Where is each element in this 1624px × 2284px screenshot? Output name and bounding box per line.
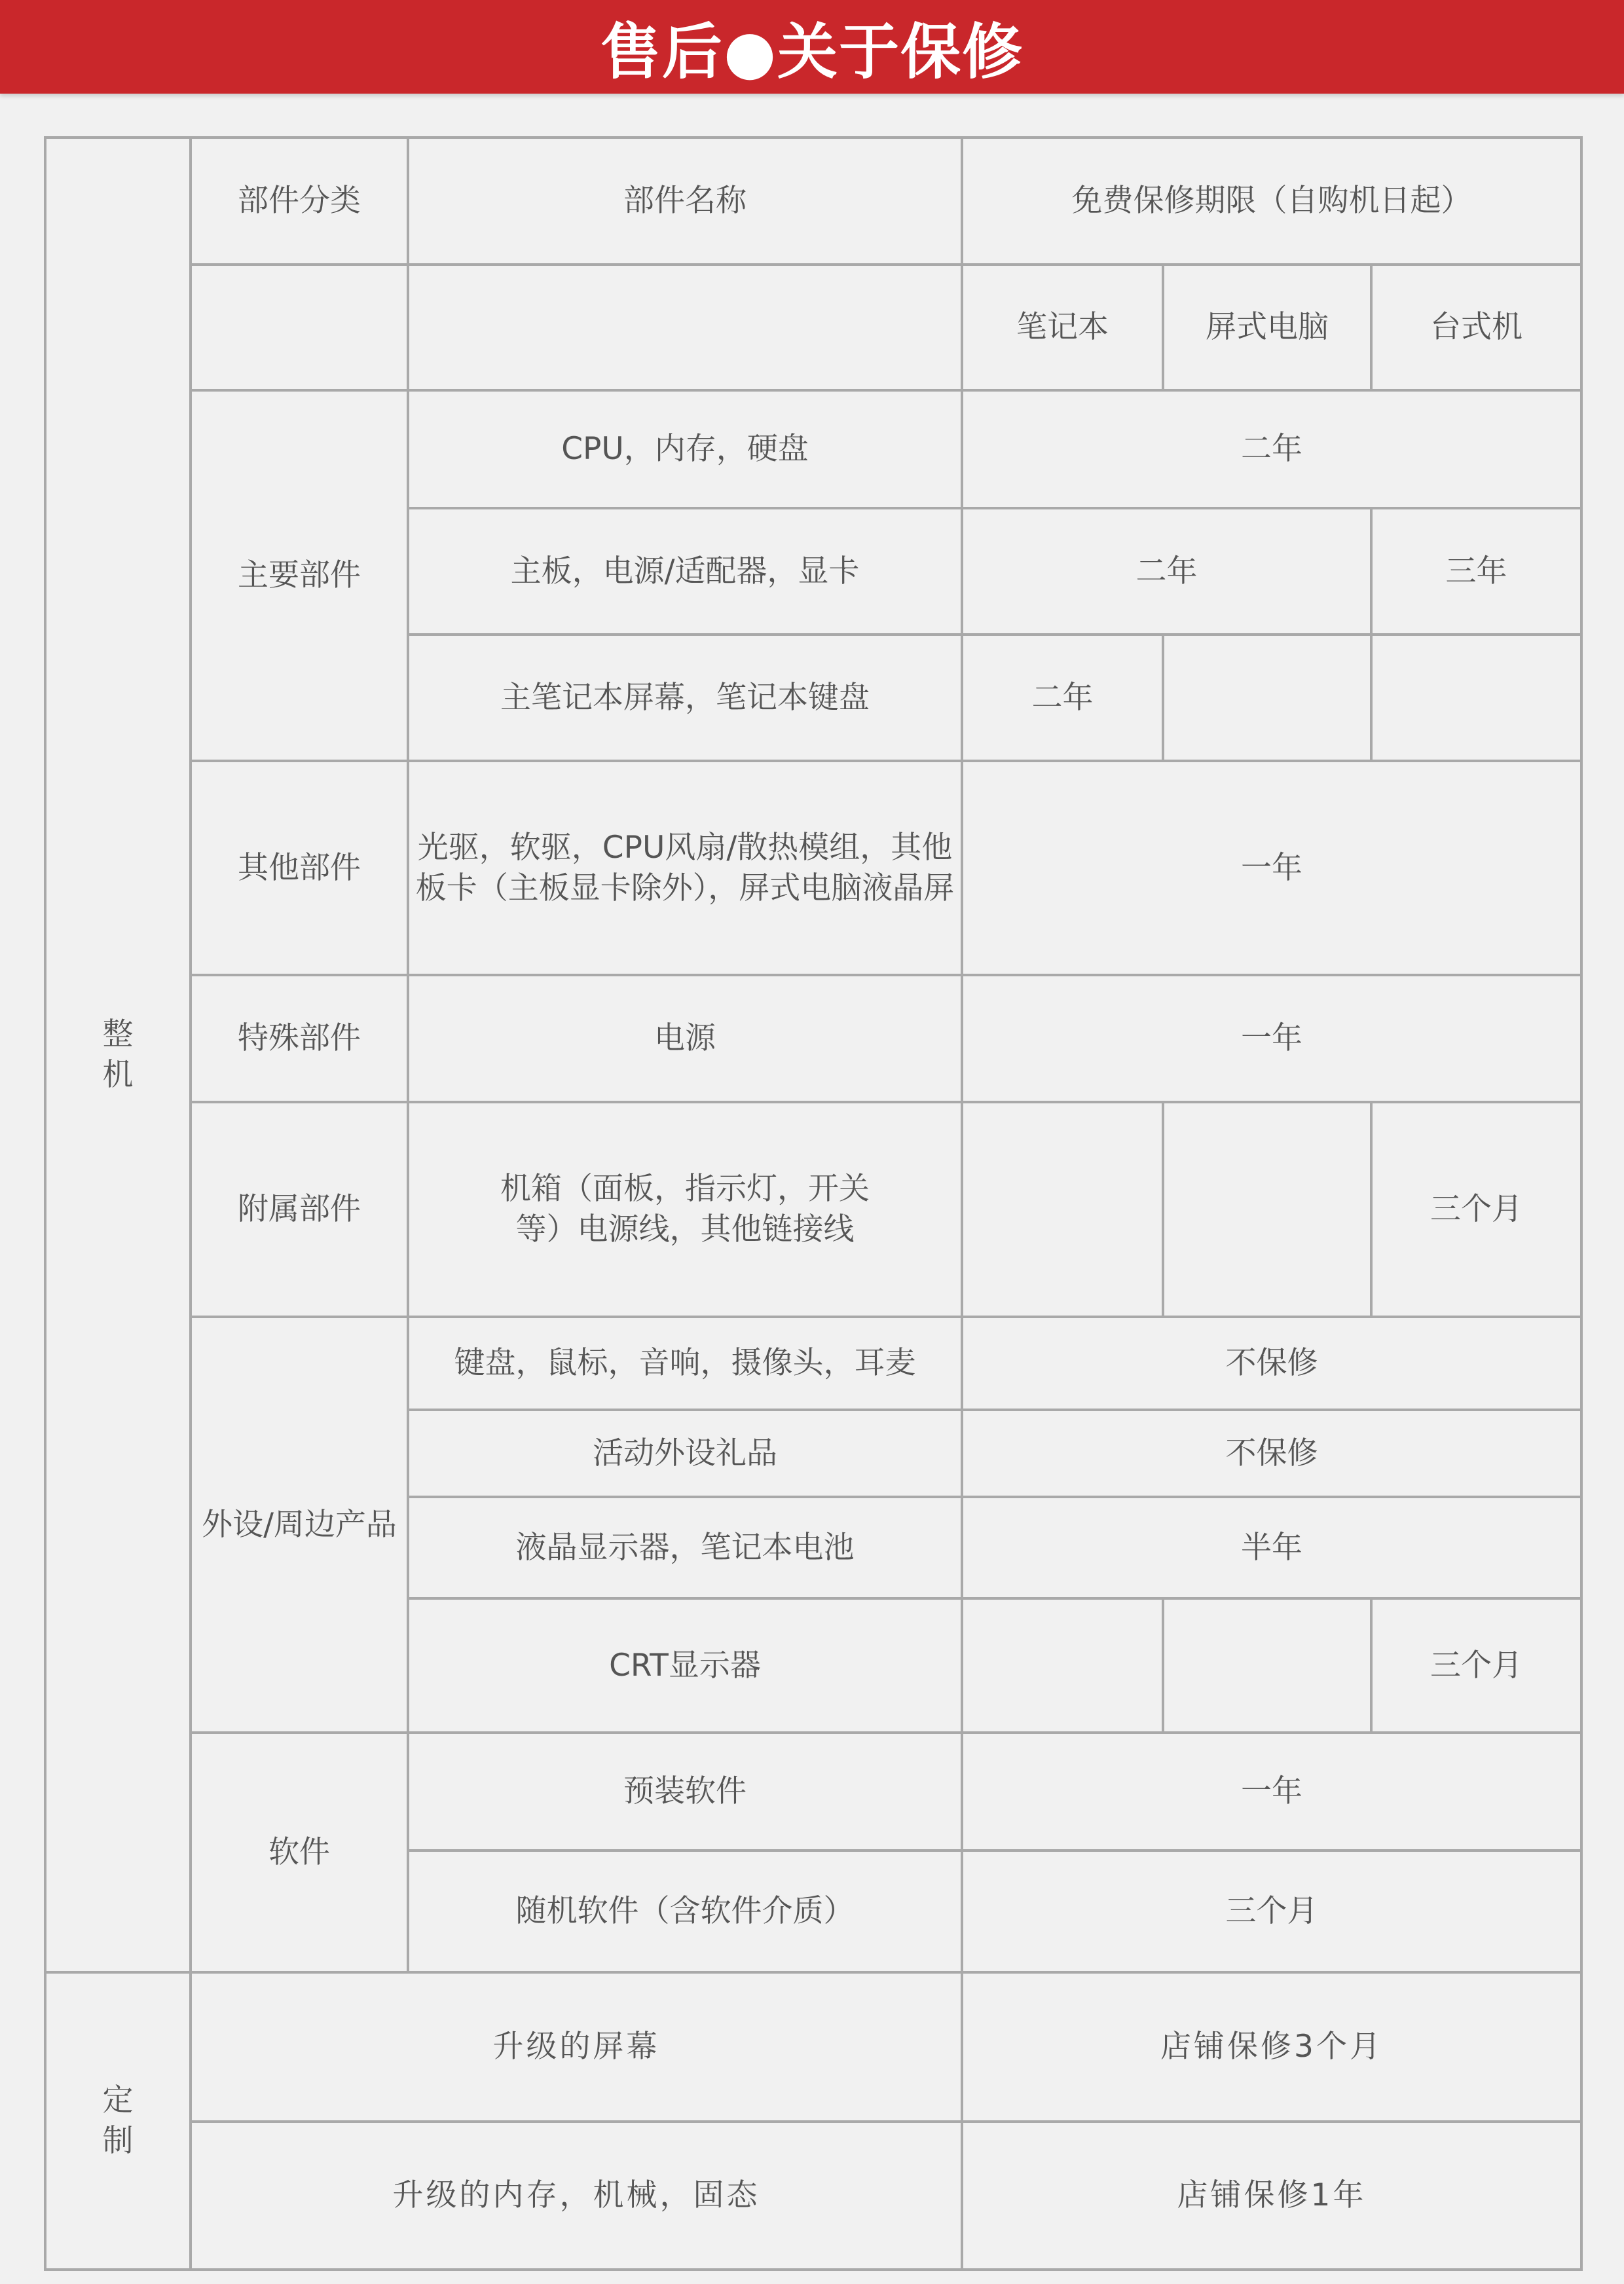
warranty-period: 不保修 xyxy=(962,1410,1581,1497)
warranty-period: 不保修 xyxy=(962,1317,1581,1410)
header-desktop: 台式机 xyxy=(1371,265,1581,390)
part-name: CPU，内存，硬盘 xyxy=(408,390,962,508)
warranty-table xyxy=(44,136,1583,2271)
part-name: 主笔记本屏幕，笔记本键盘 xyxy=(408,635,962,761)
table-row xyxy=(45,390,1581,508)
warranty-period: 半年 xyxy=(962,1497,1581,1598)
category-peripherals: 外设/周边产品 xyxy=(191,1317,408,1733)
part-name: 预装软件 xyxy=(408,1733,962,1851)
part-name: 随机软件（含软件介质） xyxy=(408,1851,962,1972)
part-name: 机箱（面板，指示灯，开关等）电源线，其他链接线 xyxy=(408,1102,962,1317)
header-warranty-period: 免费保修期限（自购机日起） xyxy=(962,138,1581,265)
part-name: 活动外设礼品 xyxy=(408,1410,962,1497)
warranty-period: 一年 xyxy=(962,1733,1581,1851)
empty-cell xyxy=(1163,1598,1371,1733)
custom-part-name: 升级的内存，机械，固态 xyxy=(191,2122,962,2270)
warranty-period-desktop: 三个月 xyxy=(1371,1102,1581,1317)
warranty-period-desktop: 三年 xyxy=(1371,508,1581,635)
part-name: 键盘，鼠标，音响，摄像头，耳麦 xyxy=(408,1317,962,1410)
table-row xyxy=(45,975,1581,1102)
category-accessory-parts: 附属部件 xyxy=(191,1102,408,1317)
empty-cell xyxy=(962,1102,1163,1317)
empty-cell xyxy=(408,265,962,390)
warranty-period-desktop: 三个月 xyxy=(1371,1598,1581,1733)
side-label-whole-machine: 整 机 xyxy=(45,138,191,1972)
part-name: 光驱，软驱，CPU风扇/散热模组，其他板卡（主板显卡除外），屏式电脑液晶屏 xyxy=(408,761,962,975)
table-row xyxy=(45,1317,1581,1410)
header-notebook: 笔记本 xyxy=(962,265,1163,390)
part-name: 电源 xyxy=(408,975,962,1102)
category-software: 软件 xyxy=(191,1733,408,1972)
empty-cell xyxy=(1371,635,1581,761)
page-title: 售后●关于保修 xyxy=(600,16,1024,87)
table-row xyxy=(45,1733,1581,1851)
custom-warranty-period: 店铺保修3个月 xyxy=(962,1972,1581,2122)
table-row xyxy=(45,138,1581,265)
empty-cell xyxy=(962,1598,1163,1733)
header-aio: 屏式电脑 xyxy=(1163,265,1371,390)
side-label-custom: 定 制 xyxy=(45,1972,191,2270)
table-row xyxy=(45,1972,1581,2122)
warranty-period-notebook: 二年 xyxy=(962,635,1163,761)
warranty-period: 二年 xyxy=(962,508,1371,635)
warranty-period: 二年 xyxy=(962,390,1581,508)
warranty-period: 一年 xyxy=(962,975,1581,1102)
table-row xyxy=(45,265,1581,390)
header-category: 部件分类 xyxy=(191,138,408,265)
part-name: CRT显示器 xyxy=(408,1598,962,1733)
header-part-name: 部件名称 xyxy=(408,138,962,265)
part-name: 主板，电源/适配器，显卡 xyxy=(408,508,962,635)
custom-warranty-period: 店铺保修1年 xyxy=(962,2122,1581,2270)
category-other-parts: 其他部件 xyxy=(191,761,408,975)
table-row xyxy=(45,761,1581,975)
warranty-period: 一年 xyxy=(962,761,1581,975)
category-special-parts: 特殊部件 xyxy=(191,975,408,1102)
empty-cell xyxy=(1163,1102,1371,1317)
custom-part-name: 升级的屏幕 xyxy=(191,1972,962,2122)
table-row xyxy=(45,2122,1581,2270)
part-name: 液晶显示器，笔记本电池 xyxy=(408,1497,962,1598)
category-main-parts: 主要部件 xyxy=(191,390,408,761)
header-banner xyxy=(0,0,1624,94)
table-row xyxy=(45,1102,1581,1317)
empty-cell xyxy=(191,265,408,390)
empty-cell xyxy=(1163,635,1371,761)
warranty-period: 三个月 xyxy=(962,1851,1581,1972)
